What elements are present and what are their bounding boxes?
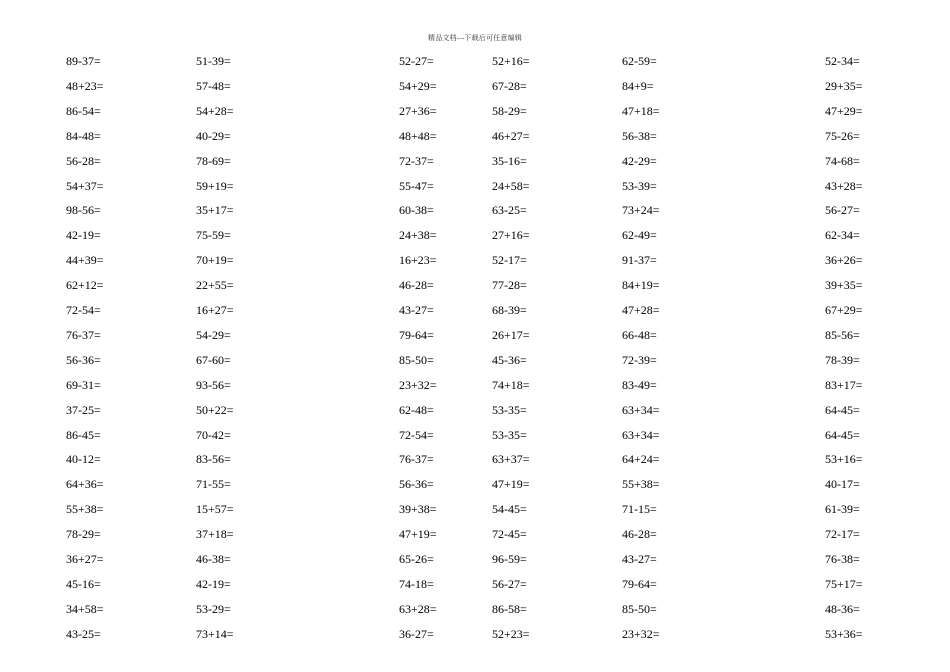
math-problem: 52+16= — [492, 54, 530, 68]
math-problem: 55-47= — [399, 178, 434, 193]
math-problem: 36-27= — [399, 626, 434, 641]
math-problem: 86-54= — [66, 103, 101, 118]
math-problem: 40-17= — [825, 477, 860, 492]
math-problem: 27+36= — [399, 103, 437, 118]
math-problem: 53-39= — [622, 178, 657, 193]
math-problem: 72-54= — [399, 427, 434, 442]
math-problem: 53-35= — [492, 402, 527, 417]
math-problem: 83-56= — [196, 452, 231, 467]
math-problem: 44+39= — [66, 253, 104, 268]
math-problem: 63-25= — [492, 203, 527, 218]
math-problem: 42-29= — [622, 153, 657, 168]
math-problem: 79-64= — [399, 327, 434, 342]
math-problem: 52-34= — [825, 54, 860, 68]
math-problem: 52-17= — [492, 253, 527, 268]
math-problem: 75+17= — [825, 576, 863, 591]
problem-row — [0, 353, 950, 378]
math-problem: 35+17= — [196, 203, 234, 218]
problem-row — [0, 452, 950, 477]
math-problem: 54+29= — [399, 78, 437, 93]
math-problem: 71-55= — [196, 477, 231, 492]
math-problem: 98-56= — [66, 203, 101, 218]
math-problem: 62-48= — [399, 402, 434, 417]
math-problem: 64-45= — [825, 427, 860, 442]
math-problem: 84+9= — [622, 78, 654, 93]
math-problem: 43-25= — [66, 626, 101, 641]
math-problem: 23+32= — [399, 377, 437, 392]
math-problem: 42-19= — [196, 576, 231, 591]
math-problem: 46-38= — [196, 552, 231, 566]
math-problem: 47+19= — [399, 527, 437, 542]
math-problem: 62-34= — [825, 228, 860, 243]
math-problem: 74-68= — [825, 153, 860, 168]
math-problem: 75-26= — [825, 128, 860, 143]
math-problem: 48+23= — [66, 78, 104, 93]
math-problem: 50+22= — [196, 402, 234, 417]
math-problem: 54-29= — [196, 327, 231, 342]
math-problem: 71-15= — [622, 502, 657, 517]
math-problem: 72-17= — [825, 527, 860, 542]
math-problem: 63+34= — [622, 402, 660, 417]
math-problem: 53-35= — [492, 427, 527, 442]
math-problem: 56-27= — [492, 576, 527, 591]
math-problem: 51-39= — [196, 54, 231, 68]
math-problem: 67-60= — [196, 352, 231, 367]
math-problem: 37-25= — [66, 402, 101, 417]
math-problem: 64+36= — [66, 477, 104, 492]
math-problem: 55+38= — [622, 477, 660, 492]
math-problem: 64-45= — [825, 402, 860, 417]
math-problem: 74+18= — [492, 377, 530, 392]
math-problem: 72-45= — [492, 527, 527, 542]
math-problem: 56-38= — [622, 128, 657, 143]
math-problem: 56-28= — [66, 153, 101, 168]
math-problem: 53+36= — [825, 626, 863, 641]
page-header: 精品文档---下载后可任意编辑 — [428, 34, 522, 42]
math-problem: 54-45= — [492, 502, 527, 517]
math-problem: 39+38= — [399, 502, 437, 517]
math-problem: 40-12= — [66, 452, 101, 467]
math-problem: 46+27= — [492, 128, 530, 143]
math-problem: 45-16= — [66, 576, 101, 591]
math-problem: 62+12= — [66, 278, 104, 293]
math-problem: 55+38= — [66, 502, 104, 517]
math-problem: 76-37= — [66, 327, 101, 342]
math-problem: 64+24= — [622, 452, 660, 467]
math-problem: 54+28= — [196, 103, 234, 118]
problem-row — [0, 602, 950, 627]
math-problem: 83+17= — [825, 377, 863, 392]
math-problem: 45-36= — [492, 352, 527, 367]
problem-row — [0, 154, 950, 179]
math-problem: 48+48= — [399, 128, 437, 143]
math-problem: 78-69= — [196, 153, 231, 168]
math-problem: 43-27= — [399, 303, 434, 317]
math-problem: 86-58= — [492, 601, 527, 616]
math-problem: 43-27= — [622, 552, 657, 566]
math-problem: 35-16= — [492, 153, 527, 168]
problem-row — [0, 79, 950, 104]
math-problem: 39+35= — [825, 278, 863, 293]
problem-row — [0, 278, 950, 303]
math-problem: 77-28= — [492, 278, 527, 293]
math-problem: 37+18= — [196, 527, 234, 542]
math-problem: 47+29= — [825, 103, 863, 118]
math-problem: 24+58= — [492, 178, 530, 193]
problem-row — [0, 303, 950, 328]
math-problem: 47+28= — [622, 303, 660, 317]
math-problem: 66-48= — [622, 327, 657, 342]
math-problem: 84-48= — [66, 128, 101, 143]
math-problem: 63+37= — [492, 452, 530, 467]
math-problem: 65-26= — [399, 552, 434, 566]
math-problem: 56-36= — [66, 352, 101, 367]
math-problem: 67-28= — [492, 78, 527, 93]
math-problem: 74-18= — [399, 576, 434, 591]
problem-row — [0, 253, 950, 278]
math-problem: 34+58= — [66, 601, 104, 616]
math-problem: 73+14= — [196, 626, 234, 641]
math-problem: 46-28= — [622, 527, 657, 542]
math-problem: 89-37= — [66, 54, 101, 68]
math-problem: 76-37= — [399, 452, 434, 467]
math-problem: 54+37= — [66, 178, 104, 193]
math-problem: 40-29= — [196, 128, 231, 143]
math-problem: 23+32= — [622, 626, 660, 641]
problem-row — [0, 203, 950, 228]
math-problem: 73+24= — [622, 203, 660, 218]
math-problem: 63+34= — [622, 427, 660, 442]
problem-row — [0, 403, 950, 428]
math-problem: 56-27= — [825, 203, 860, 218]
math-problem: 47+19= — [492, 477, 530, 492]
math-problem: 29+35= — [825, 78, 863, 93]
math-problem: 43+28= — [825, 178, 863, 193]
math-problem: 78-39= — [825, 352, 860, 367]
math-problem: 62-49= — [622, 228, 657, 243]
math-problem: 16+27= — [196, 303, 234, 317]
problem-row — [0, 502, 950, 527]
math-problem: 56-36= — [399, 477, 434, 492]
math-problem: 58-29= — [492, 103, 527, 118]
math-problem: 16+23= — [399, 253, 437, 268]
math-problem: 52-27= — [399, 54, 434, 68]
math-problem: 69-31= — [66, 377, 101, 392]
math-problem: 68-39= — [492, 303, 527, 317]
problem-row — [0, 527, 950, 552]
math-problem: 36+26= — [825, 253, 863, 268]
math-problem: 70+19= — [196, 253, 234, 268]
math-problem: 79-64= — [622, 576, 657, 591]
math-problem: 59+19= — [196, 178, 234, 193]
math-problem: 85-50= — [399, 352, 434, 367]
math-problem: 36+27= — [66, 552, 104, 566]
math-problem: 63+28= — [399, 601, 437, 616]
math-problem: 61-39= — [825, 502, 860, 517]
math-problem: 27+16= — [492, 228, 530, 243]
math-problem: 70-42= — [196, 427, 231, 442]
math-problem: 72-54= — [66, 303, 101, 317]
problem-row — [0, 378, 950, 403]
problem-row — [0, 129, 950, 154]
math-problem: 93-56= — [196, 377, 231, 392]
math-problem: 85-56= — [825, 327, 860, 342]
math-problem: 67+29= — [825, 303, 863, 317]
math-problem: 46-28= — [399, 278, 434, 293]
math-problem: 86-45= — [66, 427, 101, 442]
math-problem: 91-37= — [622, 253, 657, 268]
problem-row — [0, 54, 950, 79]
problem-row — [0, 627, 950, 652]
problem-row — [0, 104, 950, 129]
problem-row — [0, 179, 950, 204]
math-problem: 85-50= — [622, 601, 657, 616]
math-problem: 48-36= — [825, 601, 860, 616]
math-problem: 15+57= — [196, 502, 234, 517]
math-problem: 84+19= — [622, 278, 660, 293]
math-problem: 60-38= — [399, 203, 434, 218]
math-problem: 57-48= — [196, 78, 231, 93]
math-problem: 26+17= — [492, 327, 530, 342]
math-problem: 72-37= — [399, 153, 434, 168]
math-problem: 53+16= — [825, 452, 863, 467]
math-problem: 53-29= — [196, 601, 231, 616]
math-problem: 42-19= — [66, 228, 101, 243]
math-problem: 22+55= — [196, 278, 234, 293]
math-problem: 62-59= — [622, 54, 657, 68]
problem-row — [0, 228, 950, 253]
problem-row — [0, 552, 950, 577]
math-problem: 72-39= — [622, 352, 657, 367]
problem-row — [0, 577, 950, 602]
problem-row — [0, 477, 950, 502]
math-problem: 47+18= — [622, 103, 660, 118]
math-problem: 78-29= — [66, 527, 101, 542]
problem-row — [0, 328, 950, 353]
math-problem: 96-59= — [492, 552, 527, 566]
math-problem: 24+38= — [399, 228, 437, 243]
math-problem: 76-38= — [825, 552, 860, 566]
problem-row — [0, 428, 950, 453]
math-problem: 52+23= — [492, 626, 530, 641]
math-problem: 75-59= — [196, 228, 231, 243]
math-problem: 83-49= — [622, 377, 657, 392]
